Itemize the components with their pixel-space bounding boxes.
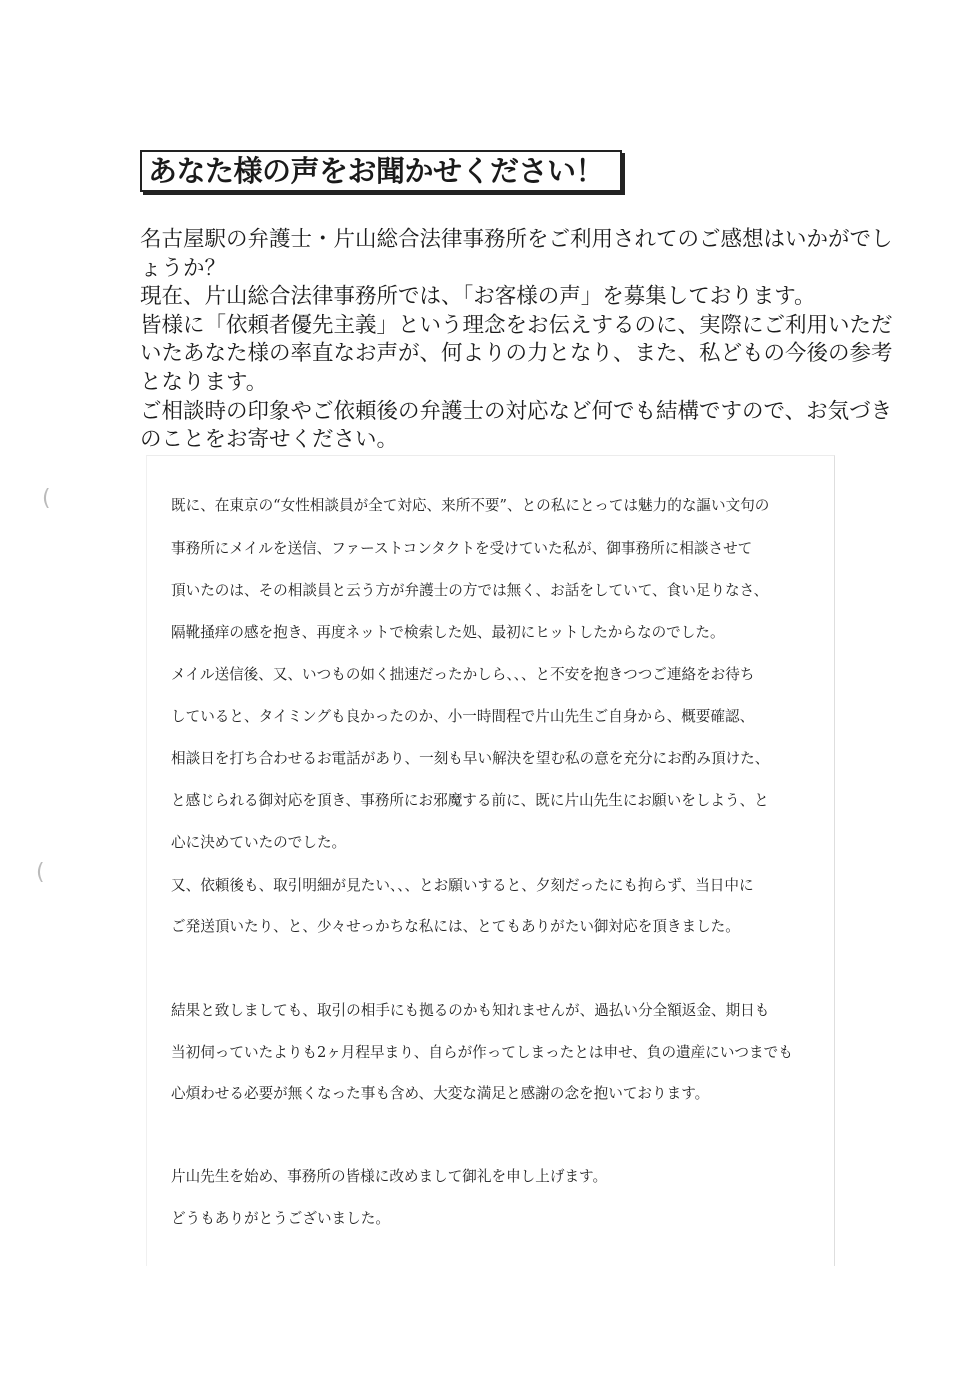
letter-line: ご発送頂いたり、と、少々せっかちな私には、とてもありがたい御対応を頂きました。: [171, 918, 740, 935]
intro-text: [140, 226, 893, 455]
letter-line: 又、依頼後も、取引明細が見たい、、、とお願いすると、夕刻だったにも拘らず、当日中に: [171, 877, 754, 894]
letter-line: 既に、在東京の“女性相談員が全て対応、来所不要”、との私にとっては魅力的な謳い文句の: [171, 497, 770, 514]
scan-hole-mark: (: [36, 860, 45, 885]
intro-line: となります。: [140, 369, 268, 395]
letter-line: 相談日を打ち合わせるお電話があり、一刻も早い解決を望む私の意を充分にお酌み頂けた、: [171, 750, 770, 767]
scan-hole-mark: (: [42, 486, 51, 511]
letter-line: と感じられる御対応を頂き、事務所にお邪魔する前に、既に片山先生にお願いをしよう、と: [171, 792, 769, 809]
page-title: あなた様の声をお聞かせください！: [148, 154, 605, 188]
letter-line: どうもありがとうございました。: [171, 1210, 390, 1227]
intro-line: ょうか？: [140, 255, 227, 281]
letter-line: 結果と致しましても、取引の相手にも拠るのかも知れませんが、過払い分全額返金、期日も: [171, 1002, 770, 1019]
letter-line: 当初伺っていたよりも2ヶ月程早まり、自らが作ってしまったとは申せ、負の遺産にいつまでも: [171, 1044, 793, 1061]
letter-line: 隔靴掻痒の感を抱き、再度ネットで検索した処、最初にヒットしたからなのでした。: [171, 624, 725, 641]
intro-line: 皆様に「依頼者優先主義」という理念をお伝えするのに、実際にご利用いただ: [140, 312, 893, 338]
intro-line: のことをお寄せください。: [140, 427, 399, 453]
intro-line: いたあなた様の率直なお声が、何よりの力となり、また、私どもの今後の参考: [140, 341, 893, 367]
letter-line: 頂いたのは、その相談員と云う方が弁護士の方では無く、お話をしていて、食い足りなさ、: [171, 582, 769, 599]
title-box: [140, 150, 622, 192]
letter-line: 事務所にメイルを送信、ファーストコンタクトを受けていた私が、御事務所に相談させて: [171, 540, 753, 557]
letter-line: していると、タイミングも良かったのか、小一時間程で片山先生ご自身から、概要確認、: [171, 708, 755, 725]
letter-line: 片山先生を始め、事務所の皆様に改めまして御礼を申し上げます。: [171, 1168, 608, 1185]
letter-line: 心に決めていたのでした。: [171, 834, 347, 851]
intro-line: 名古屋駅の弁護士・片山総合法律事務所をご利用されてのご感想はいかがでし: [140, 227, 893, 252]
intro-line: ご相談時の印象やご依頼後の弁護士の対応など何でも結構ですので、お気づき: [140, 398, 893, 424]
letter-line: メイル送信後、又、いつもの如く拙速だったかしら、、、と不安を抱きつつご連絡をお待ち: [171, 666, 755, 683]
customer-letter: [146, 455, 835, 1266]
letter-line: 心煩わせる必要が無くなった事も含め、大変な満足と感謝の念を抱いております。: [171, 1085, 710, 1102]
intro-line: 現在、片山総合法律事務所では、「お客様の声」を募集しております。: [140, 284, 816, 310]
